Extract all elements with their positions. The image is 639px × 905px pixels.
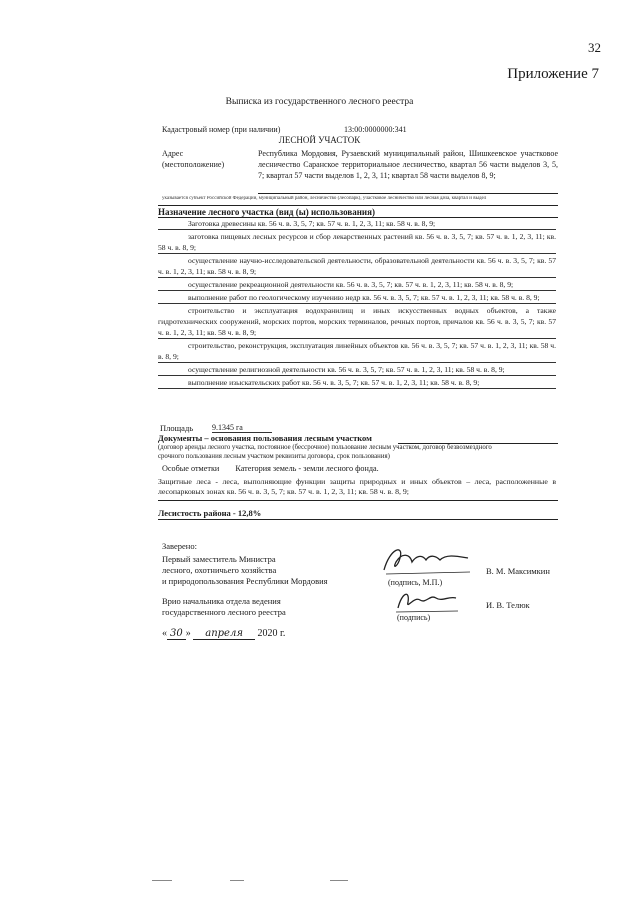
signer2-name: И. В. Телюк xyxy=(486,600,530,610)
purpose-list xyxy=(158,218,556,390)
signer1-line: Первый заместитель Министра xyxy=(162,554,276,564)
address-underline xyxy=(258,193,558,194)
signer2-line: Врио начальника отдела ведения xyxy=(162,596,281,606)
address-value: Республика Мордовия, Рузаевский муниципальный район, Шишкеевское участковое лесничество Саранское территориальное лесничество, квартал 56 части выделов 3, 5, 7; квартал 57 части выделов 1, 2, 3, 11; квартал 58 части выделов 8, 9; xyxy=(258,149,558,180)
scan-mark xyxy=(230,880,244,881)
signer1-line: и природопользования Республики Мордовия xyxy=(162,576,328,586)
address-label-line2: (местоположение) xyxy=(162,160,225,169)
documents-label: Документы – основания пользования лесным участком xyxy=(158,433,372,443)
special-marks xyxy=(162,464,379,473)
signer1-line: лесного, охотничьего хозяйства xyxy=(162,565,277,575)
cadastral-value: 13:00:0000000:341 xyxy=(344,125,407,134)
cadastral-label: Кадастровый номер (при наличии) xyxy=(162,125,281,134)
date-month: апреля xyxy=(193,628,255,640)
area-value: 9.1345 га xyxy=(212,423,272,433)
signer2-caption: (подпись) xyxy=(397,613,431,622)
signature1-image xyxy=(376,540,476,582)
signature2-image xyxy=(392,586,462,616)
signer1-name: В. М. Максимкин xyxy=(486,566,550,576)
page-number: 32 xyxy=(588,40,601,55)
scan-mark xyxy=(330,880,348,881)
date-year: 2020 г. xyxy=(257,628,286,639)
signer2-position xyxy=(162,596,286,618)
documents-sub: (договор аренды лесного участка, постоянное (бессрочное) пользование лесным участком, договор безвозмездного срочного пользования лесным участком реквизиты договора, срок пользования) xyxy=(158,444,492,460)
section-title: ЛЕСНОЙ УЧАСТОК xyxy=(278,135,361,145)
area-label: Площадь xyxy=(160,423,194,433)
purpose-item: выполнение изыскательских работ кв. 56 ч. в. 3, 5, 7; кв. 57 ч. в. 1, 2, 3, 11; кв. 58 ч. в. 8, 9; xyxy=(158,377,556,389)
divider xyxy=(158,519,558,520)
certified-label: Заверено: xyxy=(162,541,197,551)
purpose-item: заготовка пищевых лесных ресурсов и сбор лекарственных растений кв. 56 ч. в. 3, 5, 7; кв. 57 ч. в. 1, 2, 3, 11; кв. 58 ч. в. 8, 9; xyxy=(158,232,556,252)
address-label xyxy=(162,148,242,170)
appendix-label: Приложение 7 xyxy=(507,66,599,82)
purpose-item: Заготовка древесины кв. 56 ч. в. 3, 5, 7; кв. 57 ч. в. 1, 2, 3, 11; кв. 58 ч. в. 8, 9; xyxy=(158,218,556,230)
purpose-item: осуществление научно-исследовательской деятельности, образовательной деятельности кв. 56 ч. в. 3, 5, 7; кв. 57 ч. в. 1, 2, 3, 11; кв. 58 ч. в. 8, 9; xyxy=(158,256,556,276)
purpose-item: строительство и эксплуатация водохранилищ и иных искусственных водных объектов, а также гидротехнических сооружений, морских портов, морских терминалов, речных портов, причалов кв. 56 ч. в. 3, 5, 7; кв. 57 ч. в. 1, 2, 3, 11; кв. 58 ч. в. 8, 9; xyxy=(158,306,556,337)
date-day: 30 xyxy=(167,628,186,640)
divider xyxy=(158,500,558,501)
signature-date: « 30 » апреля 2020 г. xyxy=(162,628,286,639)
purpose-item: осуществление религиозной деятельности кв. 56 ч. в. 3, 5, 7; кв. 57 ч. в. 1, 2, 3, 11; кв. 58 ч. в. 8, 9; xyxy=(158,364,556,376)
address-label-line1: Адрес xyxy=(162,149,184,158)
signer1-position xyxy=(162,554,328,587)
purpose-item: осуществление рекреационной деятельности кв. 56 ч. в. 3, 5, 7; кв. 57 ч. в. 1, 2, 3, 11; кв. 58 ч. в. 8, 9; xyxy=(158,279,556,291)
purpose-item: выполнение работ по геологическому изучению недр кв. 56 ч. в. 3, 5, 7; кв. 57 ч. в. 1, 2, 3, 11; кв. 58 ч. в. 8, 9; xyxy=(158,292,556,304)
special-marks-value: Категория земель - земли лесного фонда. xyxy=(235,464,379,473)
signer2-line: государственного лесного реестра xyxy=(162,607,286,617)
document-title: Выписка из государственного лесного реестра xyxy=(225,97,414,107)
subject-note: указывается субъект Российской Федерации, муниципальный район, лесничество (лесопарк), участковое лесничество или лесная дача, квартал и выдел xyxy=(162,196,487,201)
special-marks-label: Особые отметки xyxy=(162,464,220,473)
purpose-item: строительство, реконструкция, эксплуатация линейных объектов кв. 56 ч. в. 3, 5, 7; кв. 57 ч. в. 1, 2, 3, 11; кв. 58 ч. в. 8, 9; xyxy=(158,341,556,361)
forest-cover: Лесистость района - 12,8% xyxy=(158,508,262,518)
signer1-caption: (подпись, М.П.) xyxy=(388,578,443,587)
divider xyxy=(158,205,558,206)
purpose-header: Назначение лесного участка (вид (ы) использования) xyxy=(158,207,375,217)
scan-mark xyxy=(152,880,172,881)
protective-forest-note: Защитные леса - леса, выполняющие функции защиты природных и иных объектов – леса, расположенные в лесопарковых зонах кв. 56 ч. в. 3, 5, 7; кв. 57 ч. в. 1, 2, 3, 11; кв. 58 ч. в. 8, 9; xyxy=(158,477,556,496)
